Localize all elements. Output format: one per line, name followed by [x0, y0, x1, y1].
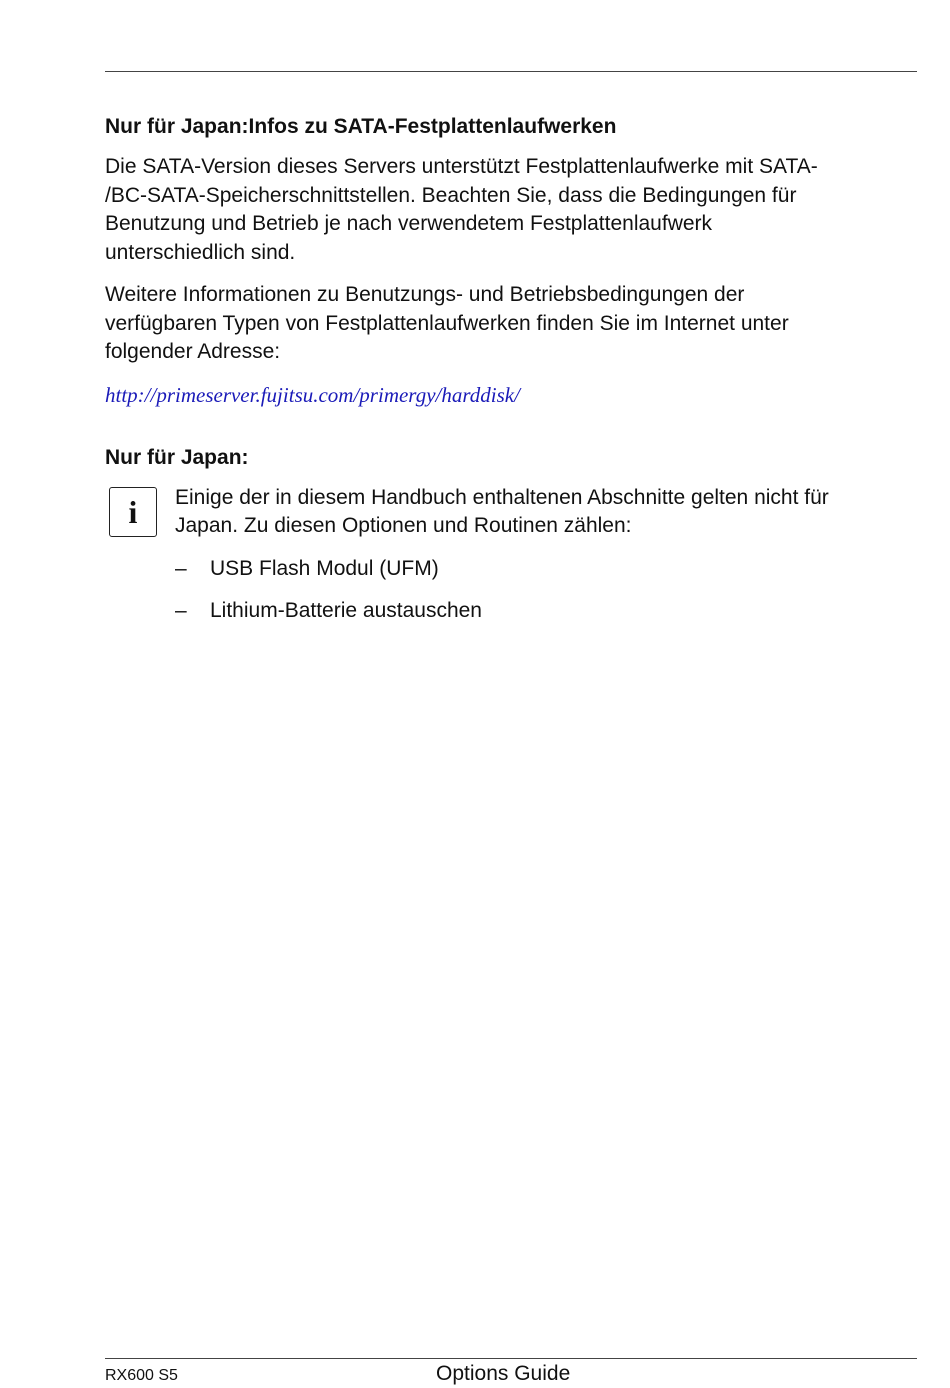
footer-document-title: Options Guide: [436, 1362, 571, 1385]
paragraph-more-info: [105, 281, 905, 367]
section-heading-sata: Nur für Japan:Infos zu SATA-Festplattenlaufwerken: [105, 115, 617, 138]
excluded-options-list: [175, 555, 905, 626]
text-line: Japan. Zu diesen Optionen und Routinen zählen:: [175, 514, 632, 537]
footer-product-name: RX600 S5: [105, 1367, 178, 1384]
text-line: Weitere Informationen zu Benutzungs- und Betriebsbedingungen der: [105, 283, 745, 306]
list-item: [175, 555, 905, 584]
section-heading-japan: Nur für Japan:: [105, 445, 249, 469]
info-note-text: [175, 484, 905, 541]
list-item-label: USB Flash Modul (UFM): [210, 556, 439, 580]
text-line: Die SATA-Version dieses Servers unterstützt Festplattenlaufwerke mit SATA-: [105, 155, 818, 178]
text-line: Einige der in diesem Handbuch enthaltenen Abschnitte gelten nicht für: [175, 485, 829, 509]
list-item-label: Lithium-Batterie austauschen: [210, 599, 482, 622]
text-line: verfügbaren Typen von Festplattenlaufwerken finden Sie im Internet unter: [105, 311, 789, 335]
text-line: /BC-SATA-Speicherschnittstellen. Beachten Sie, dass die Bedingungen für: [105, 183, 797, 207]
text-line: unterschiedlich sind.: [105, 240, 296, 264]
page-content: [105, 112, 905, 640]
dash-bullet: –: [175, 556, 187, 580]
text-line: folgender Adresse:: [105, 340, 281, 363]
list-item: [175, 597, 905, 626]
harddisk-info-link[interactable]: http://primeserver.fujitsu.com/primergy/harddisk/: [105, 382, 520, 407]
text-line: Benutzung und Betrieb je nach verwendetem Festplattenlaufwerk: [105, 212, 713, 235]
footer-rule: [105, 1358, 917, 1359]
info-note: [105, 484, 905, 626]
paragraph-sata-support: [105, 153, 905, 267]
header-rule: [105, 71, 917, 72]
dash-bullet: –: [175, 599, 187, 622]
info-icon: i: [109, 487, 157, 537]
